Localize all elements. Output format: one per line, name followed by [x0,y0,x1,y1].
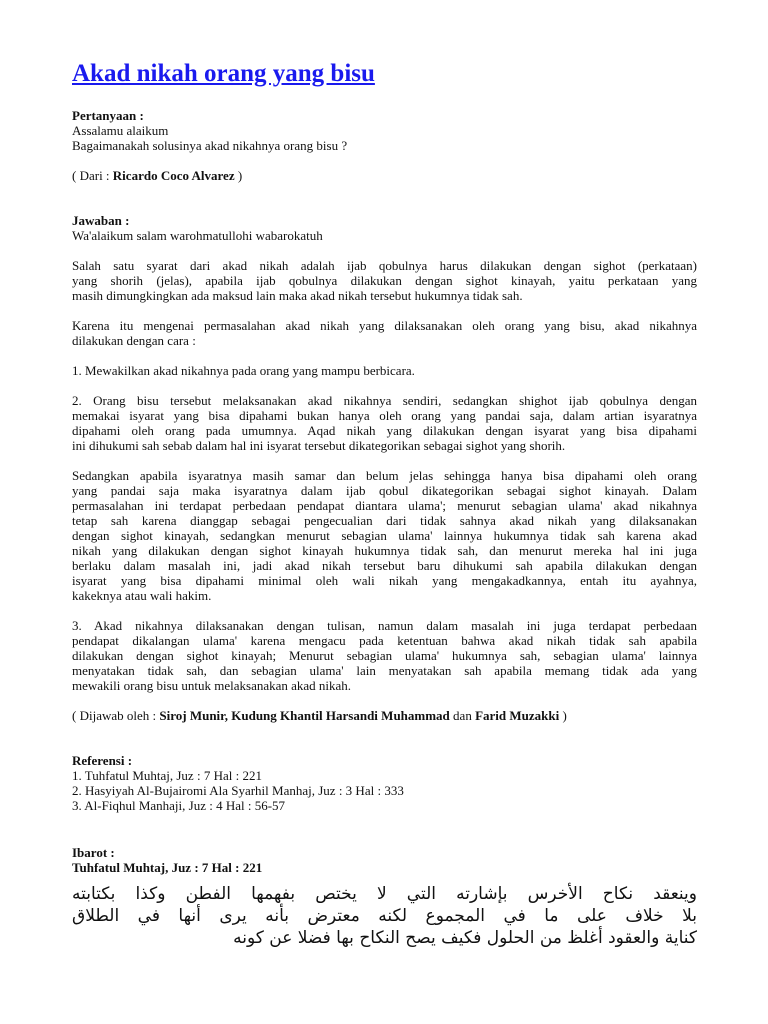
reference-item: 2. Hasyiyah Al-Bujairomi Ala Syarhil Manhaj, Juz : 3 Hal : 333 [72,783,404,798]
from-prefix: ( Dari : [72,168,113,183]
references-section [72,753,697,813]
references-label: Referensi : [72,753,133,768]
answered-suffix: ) [559,708,567,723]
answer-point-2 [72,393,697,453]
answer-label: Jawaban : [72,213,130,228]
question-line: Bagaimanakah solusinya akad nikahnya orang bisu ? [72,138,348,153]
answered-last-name: Farid Muzakki [475,708,560,723]
paragraph-line: dipahami oleh orang pada umumnya. Aqad nikah yang dilakukan dengan isyarat yang bisa dipahami [72,423,697,438]
answer-paragraph-1 [72,258,697,303]
answer-paragraph-2 [72,318,697,348]
paragraph-line: yang pandai saja maka isyaratnya dalam ijab qobul dikategorikan sebagai sighot kinayah. Dalam [72,483,697,498]
paragraph-line: 3. Akad nikahnya dilaksanakan dengan tulisan, namun dalam masalah ini juga terdapat perbedaan [72,618,697,633]
question-label: Pertanyaan : [72,108,144,123]
answered-prefix: ( Dijawab oleh : [72,708,160,723]
ibarot-section [72,845,697,875]
paragraph-line: Salah satu syarat dari akad nikah adalah ijab qobulnya harus dilakukan dengan sighot (perkataan) [72,258,697,273]
paragraph-line: masih dimungkingkan ada maksud lain maka akad nikah tersebut hukumnya tidak sah. [72,288,523,303]
paragraph-line: permasalahan ini terdapat perbedaan pendapat diantara ulama'; menurut sebagian ulama' akad nikahnya [72,498,697,513]
paragraph-line: nikah yang dilakukan dengan sighot kinayah hukumnya tidak sah, dan menurut mereka hal ini juga [72,543,697,558]
paragraph-line: ini dihukumi sah sebab dalam hal ini isyarat tersebut dikategorikan sebagai sighot yang shorih. [72,438,566,453]
from-suffix: ) [234,168,243,183]
paragraph-line: dengan sighot kinayah, sedangkan menurut sebagian ulama' lainnya hukumnya tidak sah karena akad [72,528,697,543]
answer-header [72,213,697,243]
page-title[interactable]: Akad nikah orang yang bisu [72,60,375,87]
paragraph-line: menyatakan tidak sah, dan sebagian ulama' lain menyatakan sah apabila memang tidak ada yang [72,663,697,678]
paragraph-line: kakeknya atau wali hakim. [72,588,212,603]
paragraph-line: mewakili orang bisu untuk melaksanakan akad nikah. [72,678,352,693]
from-name: Ricardo Coco Alvarez [112,168,235,183]
question-section [72,108,697,153]
paragraph-line: yang shorih (jelas), apabila ijab qobulnya dilakukan dengan sighot kinayah, yaitu perkataan yang [72,273,697,288]
answer-point-3 [72,618,697,693]
arabic-text [72,883,697,949]
answer-point-1 [72,363,697,378]
answered-and: dan [449,708,476,723]
answer-paragraph-kinayah [72,468,697,603]
paragraph-line: 1. Mewakilkan akad nikahnya pada orang yang mampu berbicara. [72,363,415,378]
paragraph-line: Karena itu mengenai permasalahan akad nikah yang dilaksanakan oleh orang yang bisu, akad nikahnya [72,318,697,333]
reference-item: 1. Tuhfatul Muhtaj, Juz : 7 Hal : 221 [72,768,262,783]
paragraph-line: dilakukan dengan cara : [72,333,196,348]
arabic-line: كناية والعقود أغلظ من الحلول فكيف يصح النكاح بها فضلا عن كونه [233,928,697,948]
answered-names: Siroj Munir, Kudung Khantil Harsandi Muhammad [159,708,450,723]
reference-item: 3. Al-Fiqhul Manhaji, Juz : 4 Hal : 56-57 [72,798,286,813]
answer-greeting: Wa'alaikum salam warohmatullohi wabarokatuh [72,228,323,243]
paragraph-line: 2. Orang bisu tersebut melaksanakan akad nikahnya sendiri, sedangkan shighot ijab qobulnya dengan [72,393,697,408]
ibarot-label: Ibarot : [72,845,115,860]
answered-by [72,708,697,723]
arabic-line: وينعقد نكاح الأخرس بإشارته التي لا يختص بفهمها الفطن وكذا بكتابته [72,884,697,904]
paragraph-line: berlaku dalam masalah ini, jadi akad nikah tersebut baru dihukumi sah apabila dilakukan dengan [72,558,697,573]
paragraph-line: memakai isyarat yang bisa dipahami bukan hanya oleh orang yang pandai saja, dalam artian isyaratnya [72,408,697,423]
paragraph-line: dilakukan dengan sighot kinayah; Menurut sebagian ulama' hukumnya sah, sebagian ulama' lainnya [72,648,697,663]
arabic-line: بلا خلاف على ما في المجموع لكنه معترض بأنه يرى أنها في الطلاق [72,906,697,926]
question-line: Assalamu alaikum [72,123,169,138]
paragraph-line: pendapat dikalangan ulama' karena mengacu pada ketentuan bahwa akad nikah tidak sah apabila [72,633,697,648]
paragraph-line: tetap sah karena dianggap sebagai pengecualian dari tidak sahnya akad nikah yang dilaksanakan [72,513,697,528]
paragraph-line: Sedangkan apabila isyaratnya masih samar dan belum jelas sehingga hanya bisa dipahami oleh orang [72,468,697,483]
question-from [72,168,697,183]
ibarot-source: Tuhfatul Muhtaj, Juz : 7 Hal : 221 [72,860,263,875]
paragraph-line: isyarat yang bisa dipahami minimal oleh wali nikah yang mengakadkannya, entah itu ayahnya, [72,573,697,588]
